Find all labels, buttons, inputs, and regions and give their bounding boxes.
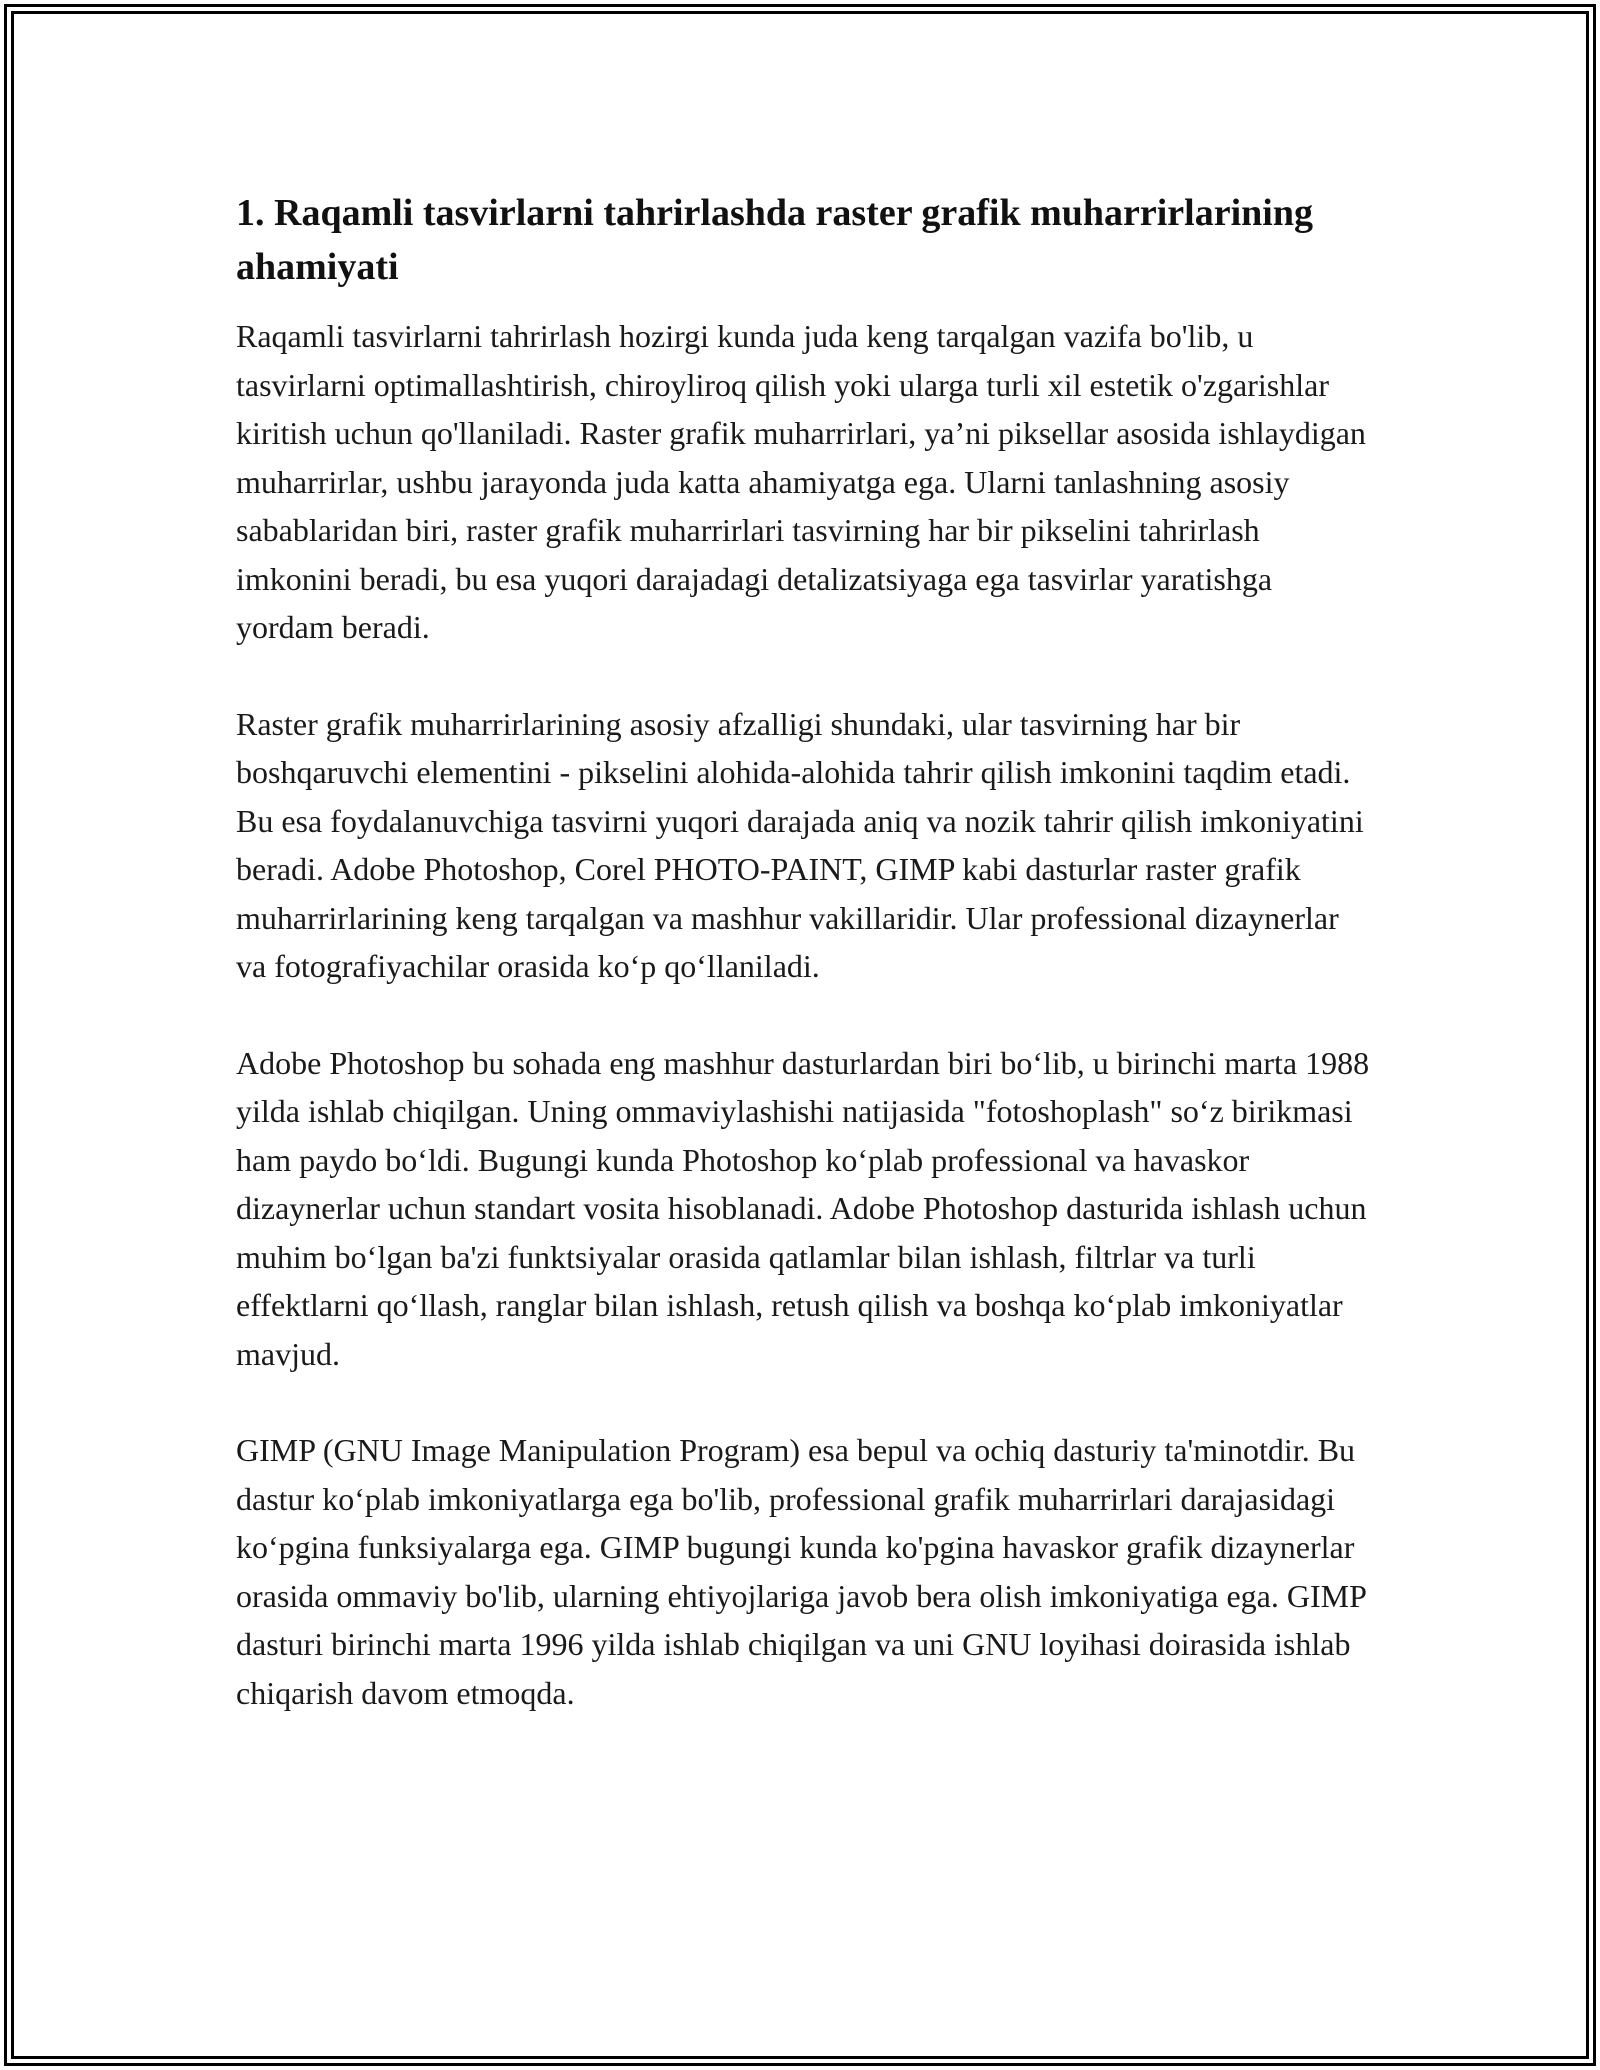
paragraph-4: GIMP (GNU Image Manipulation Program) esa bepul va ochiq dasturiy ta'minotdir. Bu dastur ko‘plab imkoniyatlarga ega bo'lib, professional grafik muharrirlari darajasidagi ko‘pgina funksiyalarga ega. GIMP bugungi kunda ko'pgina havaskor grafik dizaynerlar orasida ommaviy bo'lib, ularning ehtiyojlariga javob bera olish imkoniyatiga ega. GIMP dasturi birinchi marta 1996 yilda ishlab chiqilgan va uni GNU loyihasi doirasida ishlab chiqarish davom etmoqda.: [236, 1432, 1366, 1711]
section-title: 1. Raqamli tasvirlarni tahrirlashda raster grafik muharrirlarining ahamiyati: [236, 192, 1313, 288]
paragraph-2: Raster grafik muharrirlarining asosiy afzalligi shundaki, ular tasvirning har bir boshqaruvchi elementini - pikselini alohida-alohida tahrir qilish imkonini taqdim etadi. Bu esa foydalanuvchiga tasvirni yuqori darajada aniq va nozik tahrir qilish imkoniyatini beradi. Adobe Photoshop, Corel PHOTO-PAINT, GIMP kabi dasturlar raster grafik muharrirlarining keng tarqalgan va mashhur vakillaridir. Ular professional dizaynerlar va fotografiyachilar orasida ko‘p qo‘llaniladi.: [236, 705, 1364, 984]
document-body: [236, 186, 1376, 1717]
paragraph-1: Raqamli tasvirlarni tahrirlash hozirgi kunda juda keng tarqalgan vazifa bo'lib, u tasvirlarni optimallashtirish, chiroyliroq qilish yoki ularga turli xil estetik o'zgarishlar kiritish uchun qo'llaniladi. Raster grafik muharrirlari, ya’ni piksellar asosida ishlaydigan muharrirlar, ushbu jarayonda juda katta ahamiyatga ega. Ularni tanlashning asosiy sabablaridan biri, raster grafik muharrirlari tasvirning har bir pikselini tahrirlash imkonini beradi, bu esa yuqori darajadagi detalizatsiyaga ega tasvirlar yaratishga yordam beradi.: [236, 318, 1366, 645]
paragraph-3: Adobe Photoshop bu sohada eng mashhur dasturlardan biri bo‘lib, u birinchi marta 1988 yilda ishlab chiqilgan. Uning ommaviylashishi natijasida "fotoshoplash" so‘z birikmasi ham paydo bo‘ldi. Bugungi kunda Photoshop ko‘plab professional va havaskor dizaynerlar uchun standart vosita hisoblanadi. Adobe Photoshop dasturida ishlash uchun muhim bo‘lgan ba'zi funktsiyalar orasida qatlamlar bilan ishlash, filtrlar va turli effektlarni qo‘llash, ranglar bilan ishlash, retush qilish va boshqa ko‘plab imkoniyatlar mavjud.: [236, 1044, 1370, 1372]
